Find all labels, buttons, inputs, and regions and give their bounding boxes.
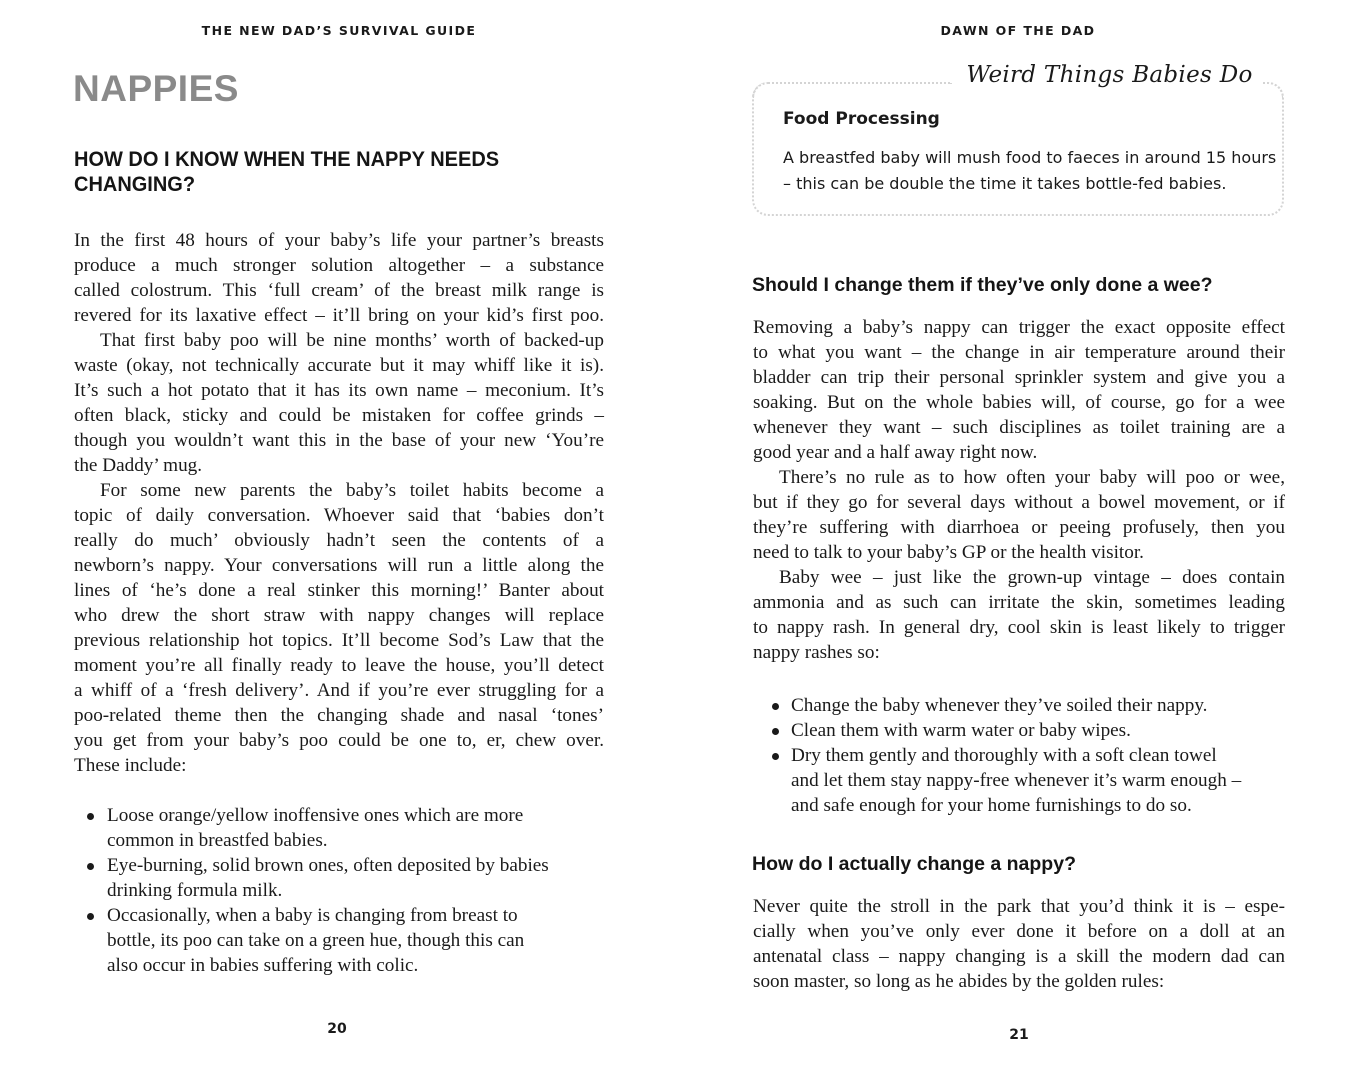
text-line: For some new parents the baby’s toilet habits become a <box>100 480 604 501</box>
text-line: Removing a baby’s nappy can trigger the exact opposite effect <box>753 317 1285 338</box>
text-line: newborn’s nappy. Your conversations will run a little along the <box>74 555 604 576</box>
text-line: Loose orange/yellow inoffensive ones which are more <box>107 805 524 826</box>
text-line: a whiff of a ‘fresh delivery’. And if you’re ever struggling for a <box>74 680 604 701</box>
text-line: need to talk to your baby’s GP or the health visitor. <box>753 542 1144 563</box>
list-item <box>74 853 604 903</box>
text-line: drinking formula milk. <box>107 880 283 901</box>
bullet-icon <box>772 728 779 735</box>
bullet-icon <box>772 753 779 760</box>
text-line: That first baby poo will be nine months’ worth of backed-up <box>100 330 604 351</box>
paragraph <box>74 478 604 778</box>
text-line: called colostrum. This ‘full cream’ of the breast milk range is <box>74 280 604 301</box>
section-heading-line: HOW DO I KNOW WHEN THE NAPPY NEEDS <box>74 147 500 171</box>
subheading-wee: Should I change them if they’ve only done a wee? <box>752 274 1213 296</box>
text-line: whenever they want – such disciplines as toilet training are a <box>753 417 1285 438</box>
text-line: poo-related theme then the changing shade and nasal ‘tones’ <box>74 705 604 726</box>
bullet-icon <box>87 863 94 870</box>
section-heading <box>74 143 567 201</box>
paragraph <box>753 894 1285 994</box>
text-line: also occur in babies suffering with colic. <box>107 955 419 976</box>
list-item <box>74 903 604 978</box>
feature-box-border-top-right <box>1263 82 1284 98</box>
feature-box-border-top-left <box>752 82 952 98</box>
paragraph <box>753 465 1285 565</box>
text-line: revered for its laxative effect – it’ll bring on your kid’s first poo. <box>74 305 604 326</box>
text-line: good year and a half away right now. <box>753 442 1038 463</box>
text-line: It’s such a hot potato that it has its own name – meconium. It’s <box>74 380 604 401</box>
text-line: ammonia and as such can irritate the skin, sometimes leading <box>753 592 1285 613</box>
text-line: you get from your baby’s poo could be one to, er, chew over. <box>74 730 604 751</box>
list-item <box>74 803 604 853</box>
text-line: moment you’re all finally ready to leave the house, you’ll detect <box>74 655 604 676</box>
paragraph <box>74 228 604 328</box>
text-line: though you wouldn’t want this in the base of your new ‘You’re <box>74 430 604 451</box>
bullet-icon <box>87 913 94 920</box>
text-line: Clean them with warm water or baby wipes. <box>791 720 1131 741</box>
text-line: soaking. But on the whole babies will, of course, go for a wee <box>753 392 1285 413</box>
text-line: Dry them gently and thoroughly with a soft clean towel <box>791 745 1217 766</box>
text-line: topic of daily conversation. Whoever said that ‘babies don’t <box>74 505 604 526</box>
page-number-right: 21 <box>1009 1027 1029 1043</box>
text-line: waste (okay, not technically accurate but it may whiff like it is). <box>74 355 604 376</box>
text-line: really do much’ obviously hadn’t seen the contents of a <box>74 530 604 551</box>
subheading-change-nappy: How do I actually change a nappy? <box>752 853 1076 875</box>
text-line: who drew the short straw with nappy changes will replace <box>74 605 604 626</box>
text-line: produce a much stronger solution altogether – a substance <box>74 255 604 276</box>
running-head-left: THE NEW DAD’S SURVIVAL GUIDE <box>201 23 477 38</box>
paragraph <box>753 315 1285 465</box>
feature-box-title: Weird Things Babies Do <box>966 62 1253 88</box>
text-line: and safe enough for your home furnishings to do so. <box>791 795 1192 816</box>
text-line: – this can be double the time it takes bottle-fed babies. <box>783 174 1227 193</box>
list-item <box>753 693 1285 718</box>
text-line: often black, sticky and could be mistaken for coffee grinds – <box>74 405 604 426</box>
left-body-text <box>74 228 604 778</box>
text-line: the Daddy’ mug. <box>74 455 203 476</box>
text-line: bladder can trip their personal sprinkler system and give you a <box>753 367 1285 388</box>
text-line: to nappy rash. In general dry, cool skin is least likely to trigger <box>753 617 1285 638</box>
text-line: to what you want – the change in air temperature around their <box>753 342 1285 363</box>
text-line: but if they go for several days without a bowel movement, or if <box>753 492 1285 513</box>
feature-box-text <box>783 145 1277 197</box>
text-line: previous relationship hot topics. It’ll become Sod’s Law that the <box>74 630 604 651</box>
right-body-text-1 <box>753 315 1285 665</box>
right-body-text-2 <box>753 894 1285 994</box>
text-line: Change the baby whenever they’ve soiled their nappy. <box>791 695 1208 716</box>
bullet-list-poo-types <box>74 803 604 978</box>
text-line: bottle, its poo can take on a green hue, though this can <box>107 930 525 951</box>
bullet-icon <box>87 813 94 820</box>
list-item <box>753 743 1285 818</box>
feature-box-subhead: Food Processing <box>783 109 940 129</box>
text-line: antenatal class – nappy changing is a skill the modern dad can <box>753 946 1285 967</box>
bullet-icon <box>772 703 779 710</box>
text-line: Baby wee – just like the grown-up vintage – does contain <box>779 567 1285 588</box>
text-line: they’re suffering with diarrhoea or peeing profusely, then you <box>753 517 1285 538</box>
text-line: A breastfed baby will mush food to faeces in around 15 hours <box>783 148 1277 167</box>
text-line: cially when you’ve only ever done it before on a doll at an <box>753 921 1285 942</box>
bullet-list-rash-tips <box>753 693 1285 818</box>
paragraph <box>753 565 1285 665</box>
list-item <box>753 718 1285 743</box>
text-line: Never quite the stroll in the park that you’d think it is – espe- <box>753 896 1285 917</box>
text-line: common in breastfed babies. <box>107 830 328 851</box>
section-heading-line: CHANGING? <box>74 172 196 196</box>
text-line: nappy rashes so: <box>753 642 880 663</box>
page-number-left: 20 <box>327 1021 347 1037</box>
text-line: Occasionally, when a baby is changing from breast to <box>107 905 518 926</box>
running-head-right: DAWN OF THE DAD <box>940 23 1096 38</box>
text-line: These include: <box>74 755 187 776</box>
right-page <box>673 0 1346 1080</box>
text-line: lines of ‘he’s done a real stinker this morning!’ Banter about <box>74 580 604 601</box>
chapter-title: NAPPIES <box>73 68 239 109</box>
text-line: Eye-burning, solid brown ones, often deposited by babies <box>107 855 549 876</box>
text-line: In the first 48 hours of your baby’s life your partner’s breasts <box>74 230 604 251</box>
text-line: soon master, so long as he abides by the golden rules: <box>753 971 1165 992</box>
text-line: and let them stay nappy-free whenever it’s warm enough – <box>791 770 1242 791</box>
text-line: There’s no rule as to how often your baby will poo or wee, <box>779 467 1285 488</box>
paragraph <box>74 328 604 478</box>
